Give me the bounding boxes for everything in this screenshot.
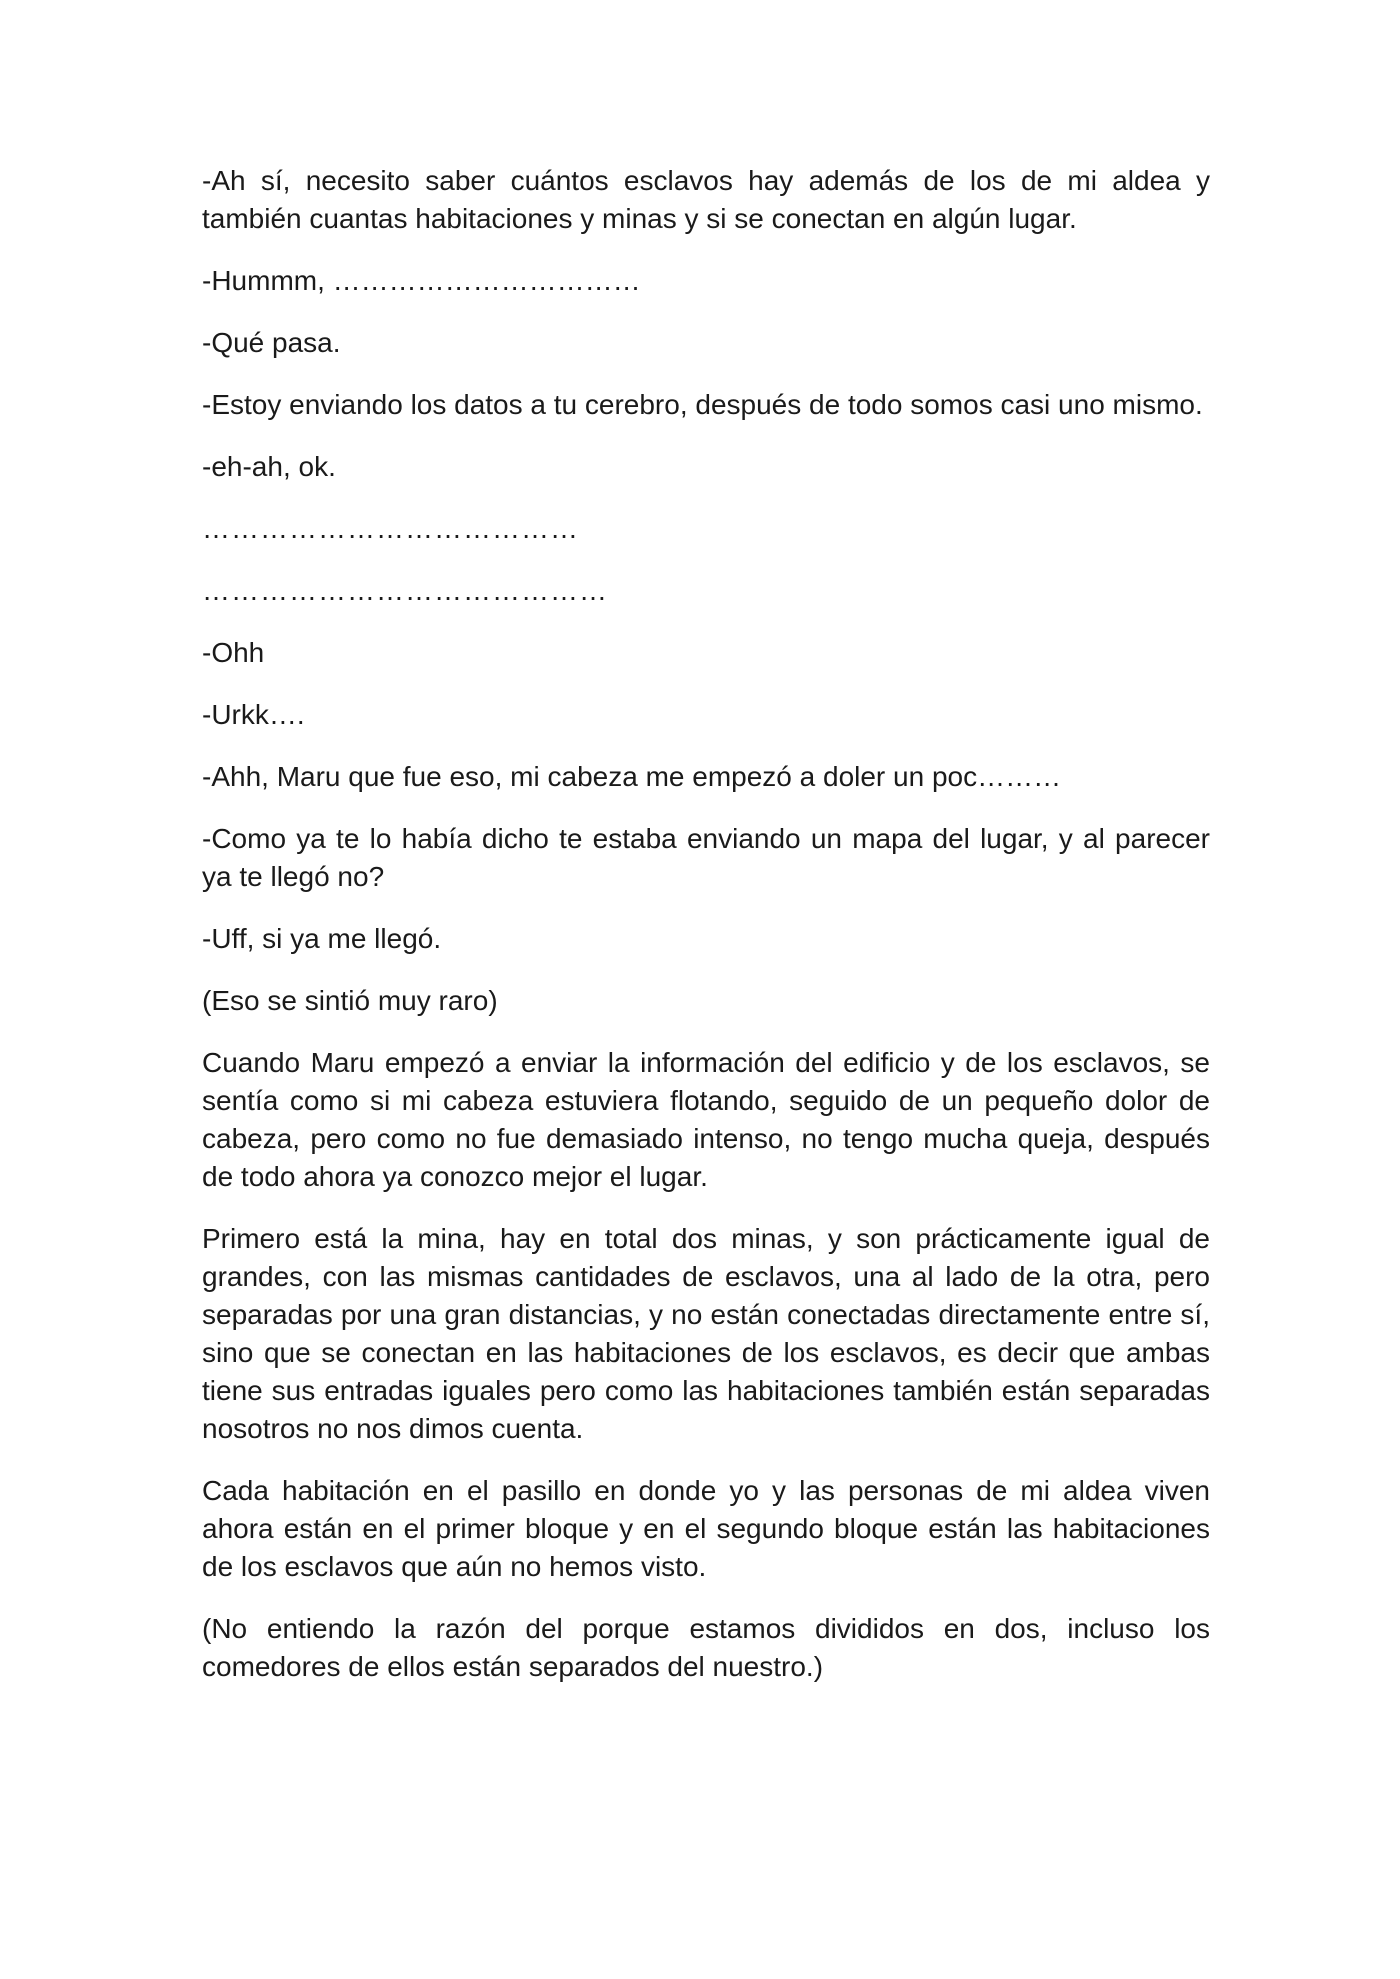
paragraph: -Ohh [202, 637, 265, 668]
paragraph: -Hummm, …………………………… [202, 265, 641, 296]
paragraph: -eh-ah, ok. [202, 451, 336, 482]
ellipsis-line: …………………………………… [202, 575, 608, 606]
paragraph: -Qué pasa. [202, 327, 341, 358]
paragraph: -Como ya te lo había dicho te estaba enviando un mapa del lugar, y al parecer ya te llegó no? [202, 823, 1210, 892]
ellipsis-line: ………………………………… [202, 513, 579, 544]
paragraph: Cuando Maru empezó a enviar la información del edificio y de los esclavos, se sentía como si mi cabeza estuviera flotando, seguido de un pequeño dolor de cabeza, pero como no fue demasiado intenso, no tengo mucha queja, después de todo ahora ya conozco mejor el lugar. [202, 1047, 1210, 1192]
document-body [202, 162, 1210, 1710]
paragraph: -Estoy enviando los datos a tu cerebro, después de todo somos casi uno mismo. [202, 389, 1203, 420]
paragraph: -Uff, si ya me llegó. [202, 923, 442, 954]
paragraph: (No entiendo la razón del porque estamos divididos en dos, incluso los comedores de ellos están separados del nuestro.) [202, 1613, 1210, 1682]
paragraph: -Ahh, Maru que fue eso, mi cabeza me empezó a doler un poc……… [202, 761, 1062, 792]
paragraph: Primero está la mina, hay en total dos minas, y son prácticamente igual de grandes, con las mismas cantidades de esclavos, una al lado de la otra, pero separadas por una gran distancias, y no están conectadas directamente entre sí, sino que se conectan en las habitaciones de los esclavos, es decir que ambas tiene sus entradas iguales pero como las habitaciones también están separadas nosotros no nos dimos cuenta. [202, 1223, 1210, 1444]
paragraph: (Eso se sintió muy raro) [202, 985, 498, 1016]
paragraph: Cada habitación en el pasillo en donde yo y las personas de mi aldea viven ahora están en el primer bloque y en el segundo bloque están las habitaciones de los esclavos que aún no hemos visto. [202, 1475, 1210, 1582]
paragraph: -Urkk…. [202, 699, 305, 730]
paragraph: -Ah sí, necesito saber cuántos esclavos hay además de los de mi aldea y también cuantas habitaciones y minas y si se conectan en algún lugar. [202, 165, 1210, 234]
